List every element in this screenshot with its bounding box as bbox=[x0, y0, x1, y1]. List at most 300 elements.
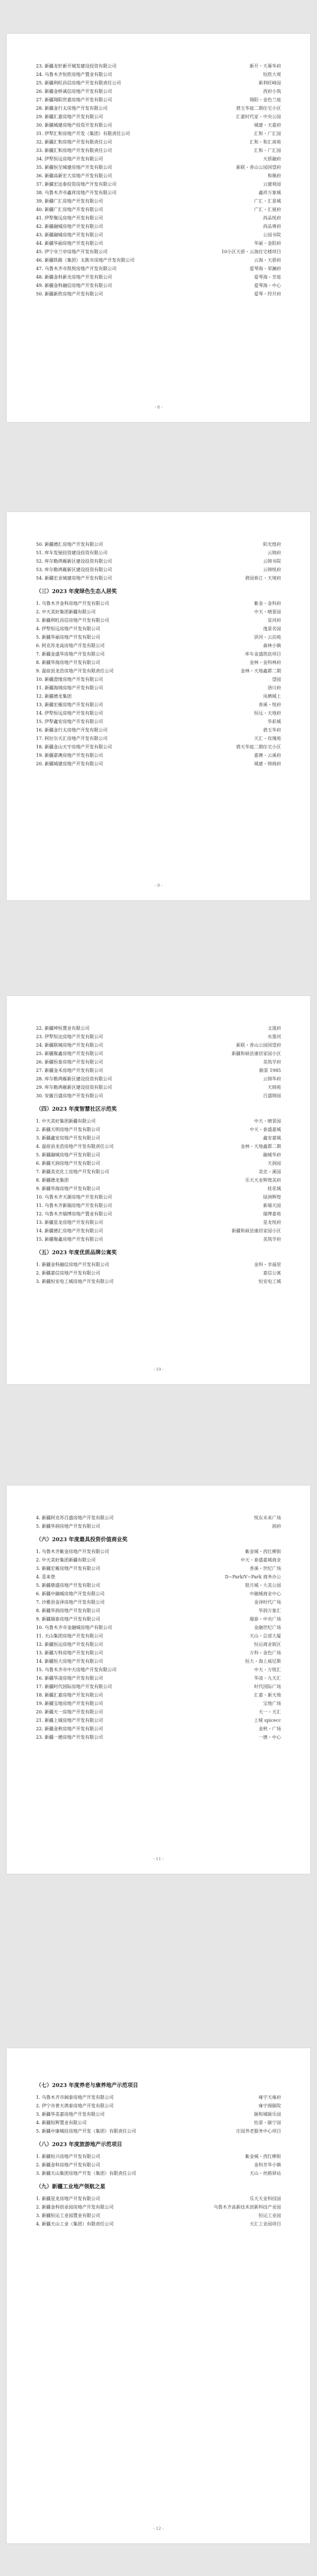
project-name: 润府 bbox=[272, 1524, 281, 1529]
project-name: 乐天天业辉煌美府 bbox=[245, 1178, 281, 1183]
company-name: 1. 乌鲁木齐市阔泰房地产开发有限公司 bbox=[36, 2095, 114, 2100]
company-name: 7. 沙雅县金泽房地产开发有限公司 bbox=[36, 1600, 105, 1605]
list-item bbox=[36, 1024, 281, 1033]
project-name: 天山・丝路驿站 bbox=[250, 2171, 281, 2176]
project-name: 中天・万悦汇 bbox=[254, 1667, 281, 1672]
project-name: 紫金・金科府 bbox=[254, 601, 281, 606]
list-item bbox=[36, 1514, 281, 1522]
list-item bbox=[36, 1033, 281, 1041]
list-item bbox=[36, 222, 281, 231]
company-name: 2. 新疆金科创业园房地产开发有限公司 bbox=[36, 2205, 114, 2210]
project-name: 新开・天幕华府 bbox=[250, 64, 281, 69]
list-item bbox=[36, 1674, 281, 1682]
company-name: 3. 新疆恒运工业园置业有限公司 bbox=[36, 2213, 101, 2218]
list-item bbox=[36, 675, 281, 684]
company-name: 1. 新疆星龙房地产开发有限公司 bbox=[36, 2196, 101, 2201]
project-name: 恒安电工城 bbox=[259, 1279, 281, 1284]
company-name: 26. 新疆恒泰房地产开发有限公司 bbox=[36, 1060, 103, 1065]
list-item bbox=[36, 1201, 281, 1210]
list-item bbox=[36, 616, 281, 625]
project-name: 银月城・大美公园 bbox=[245, 1583, 281, 1588]
project-name: 桂花城 bbox=[268, 1186, 281, 1191]
project-name: 金泽时代广场 bbox=[254, 1600, 281, 1605]
project-name: 文晟府 bbox=[268, 1026, 281, 1031]
company-name: 11. 乌鲁木齐新瑞房地产开发有限公司 bbox=[36, 1203, 112, 1208]
list-item bbox=[36, 163, 281, 172]
project-name: 天一・天汇 bbox=[259, 1709, 281, 1715]
project-name: 颐景 1985 bbox=[259, 1068, 281, 1073]
company-name: 2. 新疆嘉信房地产开发有限公司 bbox=[36, 1271, 101, 1276]
company-name: 27. 新疆金禾房地产开发有限公司 bbox=[36, 1068, 103, 1073]
project-name: 云锦书院 bbox=[263, 559, 281, 564]
list-item bbox=[36, 1159, 281, 1168]
company-name: 4. 新疆天山工业（集团）有限责任公司 bbox=[36, 2222, 114, 2227]
list-item bbox=[36, 2102, 281, 2110]
document-page bbox=[7, 996, 310, 1384]
list-item bbox=[36, 1075, 281, 1083]
list-item bbox=[36, 189, 281, 197]
list-item bbox=[36, 96, 281, 104]
company-name: 16. 新疆华凌房地产开发有限公司 bbox=[36, 1676, 103, 1681]
project-name: 广汇・汇景城 bbox=[254, 199, 281, 204]
company-name: 4. 新疆恒辉置业有限公司 bbox=[36, 2120, 87, 2125]
list-item bbox=[36, 1125, 281, 1134]
project-name: 和顺府 bbox=[268, 173, 281, 178]
list-item bbox=[36, 625, 281, 633]
project-name: 滨河・云泊苑 bbox=[254, 635, 281, 640]
company-name: 13. 新疆万科房地产开发有限公司 bbox=[36, 1650, 103, 1655]
list-item bbox=[36, 650, 281, 658]
project-name: 恒运工业园 bbox=[259, 2213, 281, 2218]
list-item bbox=[36, 214, 281, 222]
project-name: 汇嘉时代家・中央公园 bbox=[236, 114, 281, 119]
list-item bbox=[36, 1691, 281, 1699]
list-item bbox=[36, 726, 281, 734]
project-name: 凤栖城上 bbox=[263, 694, 281, 699]
project-name: D~Park/V~Park 商务办公 bbox=[225, 1574, 281, 1579]
section-heading: （八）2023 年度旅游地产示范项目 bbox=[36, 2142, 123, 2148]
list-item bbox=[36, 2203, 281, 2211]
section-heading: （三）2023 年度绿色生态人居奖 bbox=[36, 589, 117, 595]
list-item bbox=[36, 549, 281, 557]
project-name: 天骄融府 bbox=[263, 156, 281, 161]
list-item bbox=[36, 641, 281, 650]
list-item bbox=[36, 1564, 281, 1573]
company-name: 54. 新疆宏业城建房地产开发有限公司 bbox=[36, 576, 112, 581]
list-item bbox=[36, 1269, 281, 1277]
project-name: 库车金盛凯宸项目 bbox=[245, 652, 281, 657]
project-name: 恒远・天地府 bbox=[254, 711, 281, 716]
project-name: 天汇工业园项目 bbox=[250, 2222, 281, 2227]
list-item bbox=[36, 2110, 281, 2119]
list-item bbox=[36, 574, 281, 582]
list-item bbox=[36, 701, 281, 709]
project-name: 新瑞天园 bbox=[263, 1203, 281, 1208]
project-name: 宝地广场 bbox=[263, 1701, 281, 1706]
company-name: 5. 新疆中康城投房地产开发（集团）有限责任公司 bbox=[36, 2129, 137, 2134]
list-item bbox=[36, 1632, 281, 1640]
list-item bbox=[36, 1210, 281, 1218]
company-name: 39. 新疆广汇房地产开发有限公司 bbox=[36, 199, 103, 204]
list-item bbox=[36, 281, 281, 290]
project-name: 爱琴海・荣澜府 bbox=[250, 266, 281, 271]
list-item bbox=[36, 1590, 281, 1598]
project-name: 紫金城・西红柳街 bbox=[245, 2154, 281, 2159]
project-name: 云锦府 bbox=[268, 550, 281, 555]
list-item bbox=[36, 1573, 281, 1581]
project-name: 鑫祥万象城 bbox=[259, 190, 281, 195]
list-item bbox=[36, 1092, 281, 1100]
company-name: 15. 乌鲁木齐市中天房地产开发有限公司 bbox=[36, 1667, 117, 1672]
company-name: 1. 乌鲁木齐金科房地产开发有限公司 bbox=[36, 601, 110, 606]
list-item bbox=[36, 760, 281, 768]
project-name: 绿洲辉煌 bbox=[263, 1195, 281, 1200]
company-name: 1. 新疆金科融信房地产开发有限公司 bbox=[36, 1262, 110, 1267]
list-item bbox=[36, 239, 281, 248]
company-name: 6. 阿克苏龙高房地产开发有限公司 bbox=[36, 643, 105, 648]
company-name: 25. 新疆利旺昌信房地产开发有限责任公司 bbox=[36, 80, 121, 86]
list-item bbox=[36, 1682, 281, 1691]
list-item bbox=[36, 146, 281, 155]
project-name: 香溪・悦府 bbox=[259, 702, 281, 707]
company-name: 32. 新疆汇和房地产开发有限责任公司 bbox=[36, 140, 112, 145]
company-name: 28. 新疆金行太房地产开发有限公司 bbox=[36, 106, 108, 111]
list-item bbox=[36, 87, 281, 96]
list-item bbox=[36, 1598, 281, 1606]
project-name: 嘉澳・云溪府 bbox=[254, 753, 281, 758]
page-content bbox=[7, 996, 310, 1286]
company-name: 6. 新疆天润房地产开发有限公司 bbox=[36, 1161, 101, 1166]
page-number: - 11 - bbox=[153, 1857, 164, 1861]
page-content bbox=[7, 1486, 310, 1742]
list-item bbox=[36, 743, 281, 751]
list-item bbox=[36, 1235, 281, 1244]
company-name: 40. 新疆广汇房地产开发有限公司 bbox=[36, 207, 103, 212]
list-item bbox=[36, 113, 281, 121]
project-name: 星龙悦府 bbox=[263, 1220, 281, 1225]
list-item bbox=[36, 608, 281, 616]
page-content bbox=[7, 34, 310, 298]
company-name: 42. 新疆融城房地产开发有限公司 bbox=[36, 224, 103, 229]
list-item bbox=[36, 2152, 281, 2161]
project-name: 恒大・海上威尼斯 bbox=[245, 1659, 281, 1664]
page-number: - 8 - bbox=[155, 405, 162, 410]
section-heading: （七）2023 年度养老与康养地产示范项目 bbox=[36, 2083, 138, 2089]
company-name: 4. 伊犁恒远房地产开发有限公司 bbox=[36, 626, 101, 631]
project-name: 云建观园 bbox=[263, 182, 281, 187]
project-name: 嘉信公寓 bbox=[263, 1271, 281, 1276]
company-name: 34. 伊犁恒远房地产开发有限公司 bbox=[36, 156, 103, 161]
project-name: 逸景名园 bbox=[263, 626, 281, 631]
list-item bbox=[36, 1134, 281, 1142]
project-name: 中融城商业中心 bbox=[250, 1591, 281, 1596]
list-item bbox=[36, 2169, 281, 2178]
company-name: 12. 新疆恒运房地产开发有限公司 bbox=[36, 1642, 103, 1647]
section-heading: （五）2023 年度优质品牌公寓奖 bbox=[36, 1250, 117, 1256]
project-name: 新联・香山公园国望府 bbox=[236, 165, 281, 170]
company-name: 5. 新疆鼎盛房地产开发有限公司 bbox=[36, 1583, 101, 1588]
company-name: 38. 乌鲁木齐市鑫祥房地产开发有限公司 bbox=[36, 190, 117, 195]
company-name: 37. 新疆宏达泰投资房地产开发有限公司 bbox=[36, 182, 117, 187]
project-name: 碧玉华庭二期住宅小区 bbox=[236, 106, 281, 111]
company-name: 12. 乌鲁木齐瑞博房地产置业有限公司 bbox=[36, 1211, 112, 1217]
document-page bbox=[7, 1486, 310, 1874]
company-name: 16. 新疆金行太房地产开发有限公司 bbox=[36, 728, 108, 733]
project-name: 金融世纪广场 bbox=[254, 1625, 281, 1630]
project-name: 紫金城・西红柳街 bbox=[245, 1549, 281, 1554]
project-name: 新疆和硕县康居家园小区 bbox=[232, 1228, 281, 1233]
project-name: 金科芳华小镇 bbox=[254, 2162, 281, 2167]
list-item bbox=[36, 1725, 281, 1733]
project-name: 万科・金色广场 bbox=[250, 1650, 281, 1655]
section-heading: （九）新疆工业地产领航之星 bbox=[36, 2184, 106, 2190]
project-name: 洛川府 bbox=[268, 685, 281, 690]
list-item bbox=[36, 172, 281, 180]
project-name: 颐和城颐乐园 bbox=[254, 2112, 281, 2117]
project-name: 阳光煌府 bbox=[263, 542, 281, 547]
company-name: 52. 库尔勒鸿雁新区建设投资有限公司 bbox=[36, 559, 112, 564]
list-item bbox=[36, 1666, 281, 1674]
company-name: 35. 新疆恒至城建房地产开发有限公司 bbox=[36, 165, 112, 170]
project-name: 爱琴海・芳庭 bbox=[254, 275, 281, 280]
project-name: 汇和・广汇园 bbox=[254, 148, 281, 153]
list-item bbox=[36, 557, 281, 566]
list-item bbox=[36, 2211, 281, 2220]
company-name: 25. 新疆聚鑫房地产开发有限公司 bbox=[36, 1051, 103, 1056]
section-heading: （六）2023 年度最具投资价值商业奖 bbox=[36, 1537, 128, 1543]
list-item bbox=[36, 138, 281, 146]
project-name: 悦东未来广场 bbox=[254, 1515, 281, 1520]
list-item bbox=[36, 121, 281, 129]
company-name: 41. 伊犁聚远房地产开发有限公司 bbox=[36, 216, 103, 221]
project-name: 碧玉华府 bbox=[263, 728, 281, 733]
page-number: - 12 - bbox=[153, 2526, 164, 2531]
project-name: 美筑学府 bbox=[263, 1237, 281, 1242]
list-item bbox=[36, 1657, 281, 1666]
project-name: 美筑学府 bbox=[263, 1060, 281, 1065]
company-name: 6. 新疆中融城房地产开发有限公司 bbox=[36, 1591, 105, 1596]
company-name: 5. 新疆华丽房地产开发有限公司 bbox=[36, 635, 101, 640]
project-name: 恒运商业街区 bbox=[254, 1642, 281, 1647]
company-name: 30. 新疆城建房地产投资开发有限公司 bbox=[36, 123, 112, 128]
project-name: 华彩城 bbox=[268, 719, 281, 724]
company-name: 2. 新疆天明房地产开发有限公司 bbox=[36, 1127, 101, 1132]
project-name: 尚品尊府 bbox=[263, 224, 281, 229]
list-item bbox=[36, 1606, 281, 1615]
company-name: 19. 新疆宝地房地产开发有限公司 bbox=[36, 1701, 103, 1706]
project-name: 乐天天业科技园 bbox=[250, 2196, 281, 2201]
list-item bbox=[36, 2161, 281, 2169]
project-name: 中天・晴景园 bbox=[254, 609, 281, 614]
company-name: 48. 新疆金科新光房地产开发有限公司 bbox=[36, 275, 112, 280]
list-item bbox=[36, 1041, 281, 1049]
company-name: 2. 伊宁市普天鸿泰房地产开发有限公司 bbox=[36, 2103, 114, 2108]
list-item bbox=[36, 1218, 281, 1227]
list-item bbox=[36, 1058, 281, 1066]
project-name: 一德・中心 bbox=[259, 1735, 281, 1740]
project-name: 美克・溪园 bbox=[259, 1169, 281, 1174]
company-name: 10. 新疆澄缘房地产开发有限公司 bbox=[36, 677, 103, 682]
company-name: 29. 库尔勒鸿雁新区建设投资有限公司 bbox=[36, 1085, 112, 1090]
company-name: 3. 新疆宏雁房地产开发有限公司 bbox=[36, 1566, 101, 1571]
project-name: 雍宇阁颐院 bbox=[259, 2103, 281, 2108]
project-name: 爱琴・经开府 bbox=[254, 291, 281, 297]
list-item bbox=[36, 1623, 281, 1632]
page-content bbox=[7, 512, 310, 768]
project-name: 中天・泰盛嘉城商业 bbox=[241, 1558, 281, 1563]
project-name: 天山・总部大厦 bbox=[250, 1633, 281, 1639]
list-item bbox=[36, 2127, 281, 2135]
project-name: 华润万象汇 bbox=[259, 1608, 281, 1613]
list-item bbox=[36, 1733, 281, 1742]
section-heading: （四）2023 年度智慧社区示范奖 bbox=[36, 1106, 117, 1112]
company-name: 17. 阿拉尔天汇房地产开发有限公司 bbox=[36, 736, 108, 741]
company-name: 31. 伊犁汇和房地产开发（集团）有限责任公司 bbox=[36, 131, 130, 136]
company-name: 4. 新疆阿克苏百盛房地产开发有限公司 bbox=[36, 1515, 114, 1520]
list-item bbox=[36, 180, 281, 189]
list-item bbox=[36, 1260, 281, 1269]
company-name: 12. 新疆德龙集团 bbox=[36, 694, 72, 699]
company-name: 14. 新疆德汇房地产开发有限公司 bbox=[36, 1228, 103, 1233]
project-name: 华凌・九天汇 bbox=[254, 1676, 281, 1681]
company-name: 3. 新疆华美嘉房地产开发有限公司 bbox=[36, 2112, 105, 2117]
company-name: 23. 新疆一德房地产开发有限公司 bbox=[36, 1735, 103, 1740]
company-name: 23. 伊犁恒达房地产开发有限公司 bbox=[36, 1034, 103, 1039]
list-item bbox=[36, 1615, 281, 1623]
company-name: 2. 新疆金科房地产开发有限公司 bbox=[36, 2162, 101, 2167]
company-name: 33. 新疆汇和房地产开发有限责任公司 bbox=[36, 148, 112, 153]
company-name: 2. 中天美好集团新疆有限公司 bbox=[36, 609, 96, 614]
project-name: 尚品悦府 bbox=[263, 216, 281, 221]
company-name: 20. 新疆天一房地产开发有限公司 bbox=[36, 1709, 103, 1715]
project-name: 金林・天地鑫都二期 bbox=[241, 1144, 281, 1149]
company-name: 27. 新疆翔阳世嘉房地产开发有限公司 bbox=[36, 97, 112, 102]
project-name: 瑞泰・中央广场 bbox=[250, 1617, 281, 1622]
list-item bbox=[36, 1049, 281, 1058]
company-name: 10. 乌鲁木齐市金融城房地产有限公司 bbox=[36, 1625, 112, 1630]
company-name: 8. 新疆华润房地产开发有限公司 bbox=[36, 1608, 101, 1613]
project-name: 瑞博嘉苑 bbox=[263, 1211, 281, 1217]
company-name: 1. 新疆恒兴房地产开发有限公司 bbox=[36, 2154, 101, 2159]
list-item bbox=[36, 1522, 281, 1531]
project-name: 西府小筑 bbox=[263, 89, 281, 94]
document-page bbox=[7, 2048, 310, 2543]
list-item bbox=[36, 1716, 281, 1725]
company-name: 9. 新疆华海房地产开发有限公司 bbox=[36, 1186, 101, 1191]
list-item bbox=[36, 264, 281, 273]
company-name: 4. 温宿县龙浩房地产开发有限责任公司 bbox=[36, 1144, 114, 1149]
project-name: 望园 bbox=[272, 677, 281, 682]
company-name: 7. 新疆美克化工房地产开发有限公司 bbox=[36, 1169, 110, 1174]
company-name: 21. 新疆上城房地产开发有限公司 bbox=[36, 1718, 103, 1723]
list-item bbox=[36, 1581, 281, 1590]
company-name: 22. 新疆金秋房地产开发有限公司 bbox=[36, 1726, 103, 1731]
project-name: 金林・天地鑫都二期 bbox=[241, 668, 281, 674]
document-page bbox=[7, 34, 310, 422]
company-name: 3. 新疆天山集团房地产开发（集团）有限责任公司 bbox=[36, 2171, 137, 2176]
page-number: - 10 - bbox=[153, 1367, 164, 1372]
company-name: 8. 新疆德龙集团 bbox=[36, 1178, 69, 1183]
company-name: 7. 新疆金盛华房地产开发有限公司 bbox=[36, 652, 105, 657]
company-name: 5. 新疆华润房地产开发有限公司 bbox=[36, 1524, 101, 1529]
list-item bbox=[36, 1184, 281, 1193]
project-name: 乌鲁木齐高新技术创新科技产业园 bbox=[214, 2205, 281, 2210]
list-item bbox=[36, 1117, 281, 1125]
company-name: 13. 新疆宏雁房地产开发有限公司 bbox=[36, 702, 103, 707]
list-item bbox=[36, 273, 281, 281]
project-name: 云锦悦府 bbox=[263, 567, 281, 572]
list-item bbox=[36, 155, 281, 163]
company-name: 2. 中天美好集团新疆有限公司 bbox=[36, 1558, 96, 1563]
project-name: 星河府 bbox=[268, 618, 281, 623]
company-name: 46. 新疆铁路（集团）太陈市房地产开发有限公司 bbox=[36, 258, 135, 263]
company-name: 29. 新疆汇嘉房地产开发有限公司 bbox=[36, 114, 103, 119]
company-name: 30. 安徽百盛房地产开发有限公司 bbox=[36, 1093, 103, 1098]
list-item bbox=[36, 667, 281, 675]
project-name: 天润园 bbox=[268, 1161, 281, 1166]
project-name: 云锦华府 bbox=[263, 1076, 281, 1081]
list-item bbox=[36, 256, 281, 264]
list-item bbox=[36, 1176, 281, 1184]
list-item bbox=[36, 658, 281, 667]
list-item bbox=[36, 734, 281, 743]
list-item bbox=[36, 1699, 281, 1708]
project-name: 汇和・广汇园 bbox=[254, 131, 281, 136]
list-item bbox=[36, 1193, 281, 1201]
project-name: 庄园养老服务中心项目 bbox=[236, 2129, 281, 2134]
list-item bbox=[36, 1066, 281, 1075]
company-name: 8. 新疆华海房地产开发有限公司 bbox=[36, 660, 101, 665]
company-name: 44. 新疆华丽房地产开发有限公司 bbox=[36, 241, 103, 246]
list-item bbox=[36, 248, 281, 256]
company-name: 1. 中天美好集团新疆有限公司 bbox=[36, 1119, 96, 1124]
project-name: 金林・金科林府 bbox=[250, 660, 281, 665]
project-name: 上城 spicecc bbox=[253, 1718, 281, 1723]
project-name: 新联・香山公园国望府 bbox=[236, 1043, 281, 1048]
list-item bbox=[36, 717, 281, 726]
list-item bbox=[36, 633, 281, 641]
project-name: 汇和・和汇南苑 bbox=[250, 140, 281, 145]
company-name: 18. 新疆金山天宇房地产开发有限公司 bbox=[36, 744, 112, 750]
project-name: 金科・幸福里 bbox=[254, 1262, 281, 1267]
list-item bbox=[36, 1556, 281, 1564]
project-name: 汇嘉・新天地 bbox=[254, 1693, 281, 1698]
project-name: 爱琴海・中心 bbox=[254, 283, 281, 288]
list-item bbox=[36, 1168, 281, 1176]
list-item bbox=[36, 1708, 281, 1716]
project-name: 华丽・金阳府 bbox=[254, 241, 281, 246]
company-name: 18. 新疆汇嘉房地产开发有限公司 bbox=[36, 1693, 103, 1698]
project-name: 鑫安嘉城 bbox=[263, 1136, 281, 1141]
company-name: 3. 新疆恒安电工城房地产开发有限公司 bbox=[36, 1279, 114, 1284]
company-name: 28. 库尔勒鸿雁新区建设投资有限公司 bbox=[36, 1076, 112, 1081]
company-name: 10. 乌鲁木齐天源房地产开发有限公司 bbox=[36, 1195, 112, 1200]
list-item bbox=[36, 684, 281, 692]
company-name: 22. 新疆坤恒置业有限公司 bbox=[36, 1026, 90, 1031]
project-name: 天汇・玫瑰苑 bbox=[254, 736, 281, 741]
company-name: 14. 新疆恒大房地产开发有限公司 bbox=[36, 1659, 103, 1664]
page-content bbox=[7, 2048, 310, 2228]
project-name: 融城华府 bbox=[263, 1152, 281, 1157]
company-name: 23. 新疆龙轩新开城发建设投资有限公司 bbox=[36, 64, 117, 69]
list-item bbox=[36, 692, 281, 701]
company-name: 4. 喜来登 bbox=[36, 1574, 56, 1579]
company-name: 9. 温宿县龙浩房地产开发有限责任公司 bbox=[36, 668, 114, 674]
list-item bbox=[36, 1640, 281, 1649]
list-item bbox=[36, 70, 281, 79]
company-name: 17. 新疆时代国际房地产开发有限公司 bbox=[36, 1684, 112, 1689]
company-name: 9. 新疆瑞泰房地产开发有限公司 bbox=[36, 1617, 101, 1622]
